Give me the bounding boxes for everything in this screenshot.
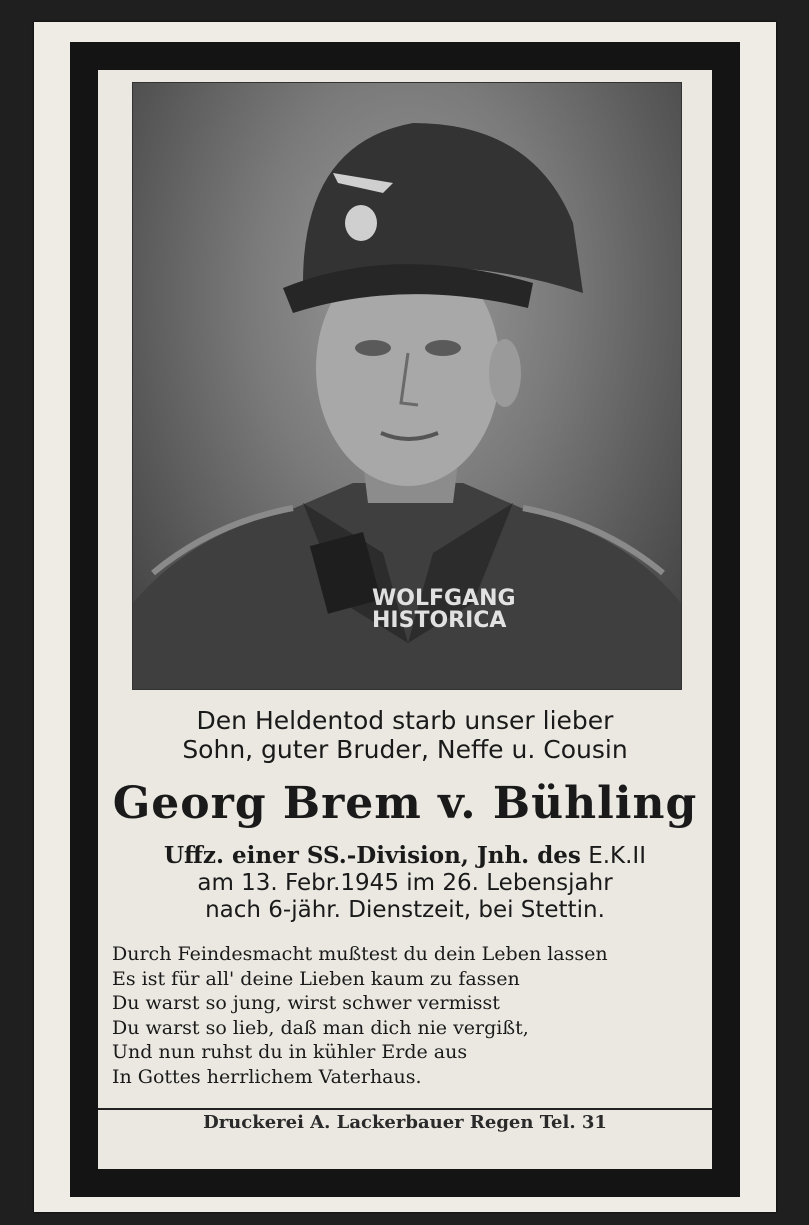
- divider: [98, 1108, 712, 1110]
- intro-text: [98, 706, 712, 764]
- watermark-line2: HISTORICA: [372, 608, 507, 633]
- printer-imprint: Druckerei A. Lackerbauer Regen Tel. 31: [203, 1112, 607, 1133]
- memorial-poem: [112, 942, 712, 1089]
- intro-line-1: Den Heldentod starb unser lieber: [196, 706, 614, 735]
- details-line-2: am 13. Febr.1945 im 26. Lebensjahr: [197, 870, 613, 896]
- poem-line: Und nun ruhst du in kühler Erde aus: [112, 1041, 468, 1063]
- poem-line: In Gottes herrlichem Vaterhaus.: [112, 1065, 422, 1088]
- award: E.K.II: [588, 843, 646, 869]
- watermark-line1: WOLFGANG: [372, 586, 516, 611]
- poem-line: Es ist für all' deine Lieben kaum zu fassen: [112, 967, 520, 990]
- service-details: [98, 842, 712, 924]
- poem-line: Durch Feindesmacht mußtest du dein Leben lassen: [112, 943, 608, 965]
- rank-and-unit: Uffz. einer SS.-Division, Jnh. des: [164, 842, 581, 869]
- intro-line-2: Sohn, guter Bruder, Neffe u. Cousin: [182, 735, 628, 764]
- deceased-name: Georg Brem v. Bühling: [112, 778, 698, 829]
- poem-line: Du warst so lieb, daß man dich nie vergißt,: [112, 1016, 529, 1039]
- watermark-text: [372, 588, 516, 632]
- details-line-3: nach 6-jähr. Dienstzeit, bei Stettin.: [205, 897, 605, 923]
- details-line-1: [98, 842, 712, 870]
- poem-line: Du warst so jung, wirst schwer vermisst: [112, 992, 500, 1014]
